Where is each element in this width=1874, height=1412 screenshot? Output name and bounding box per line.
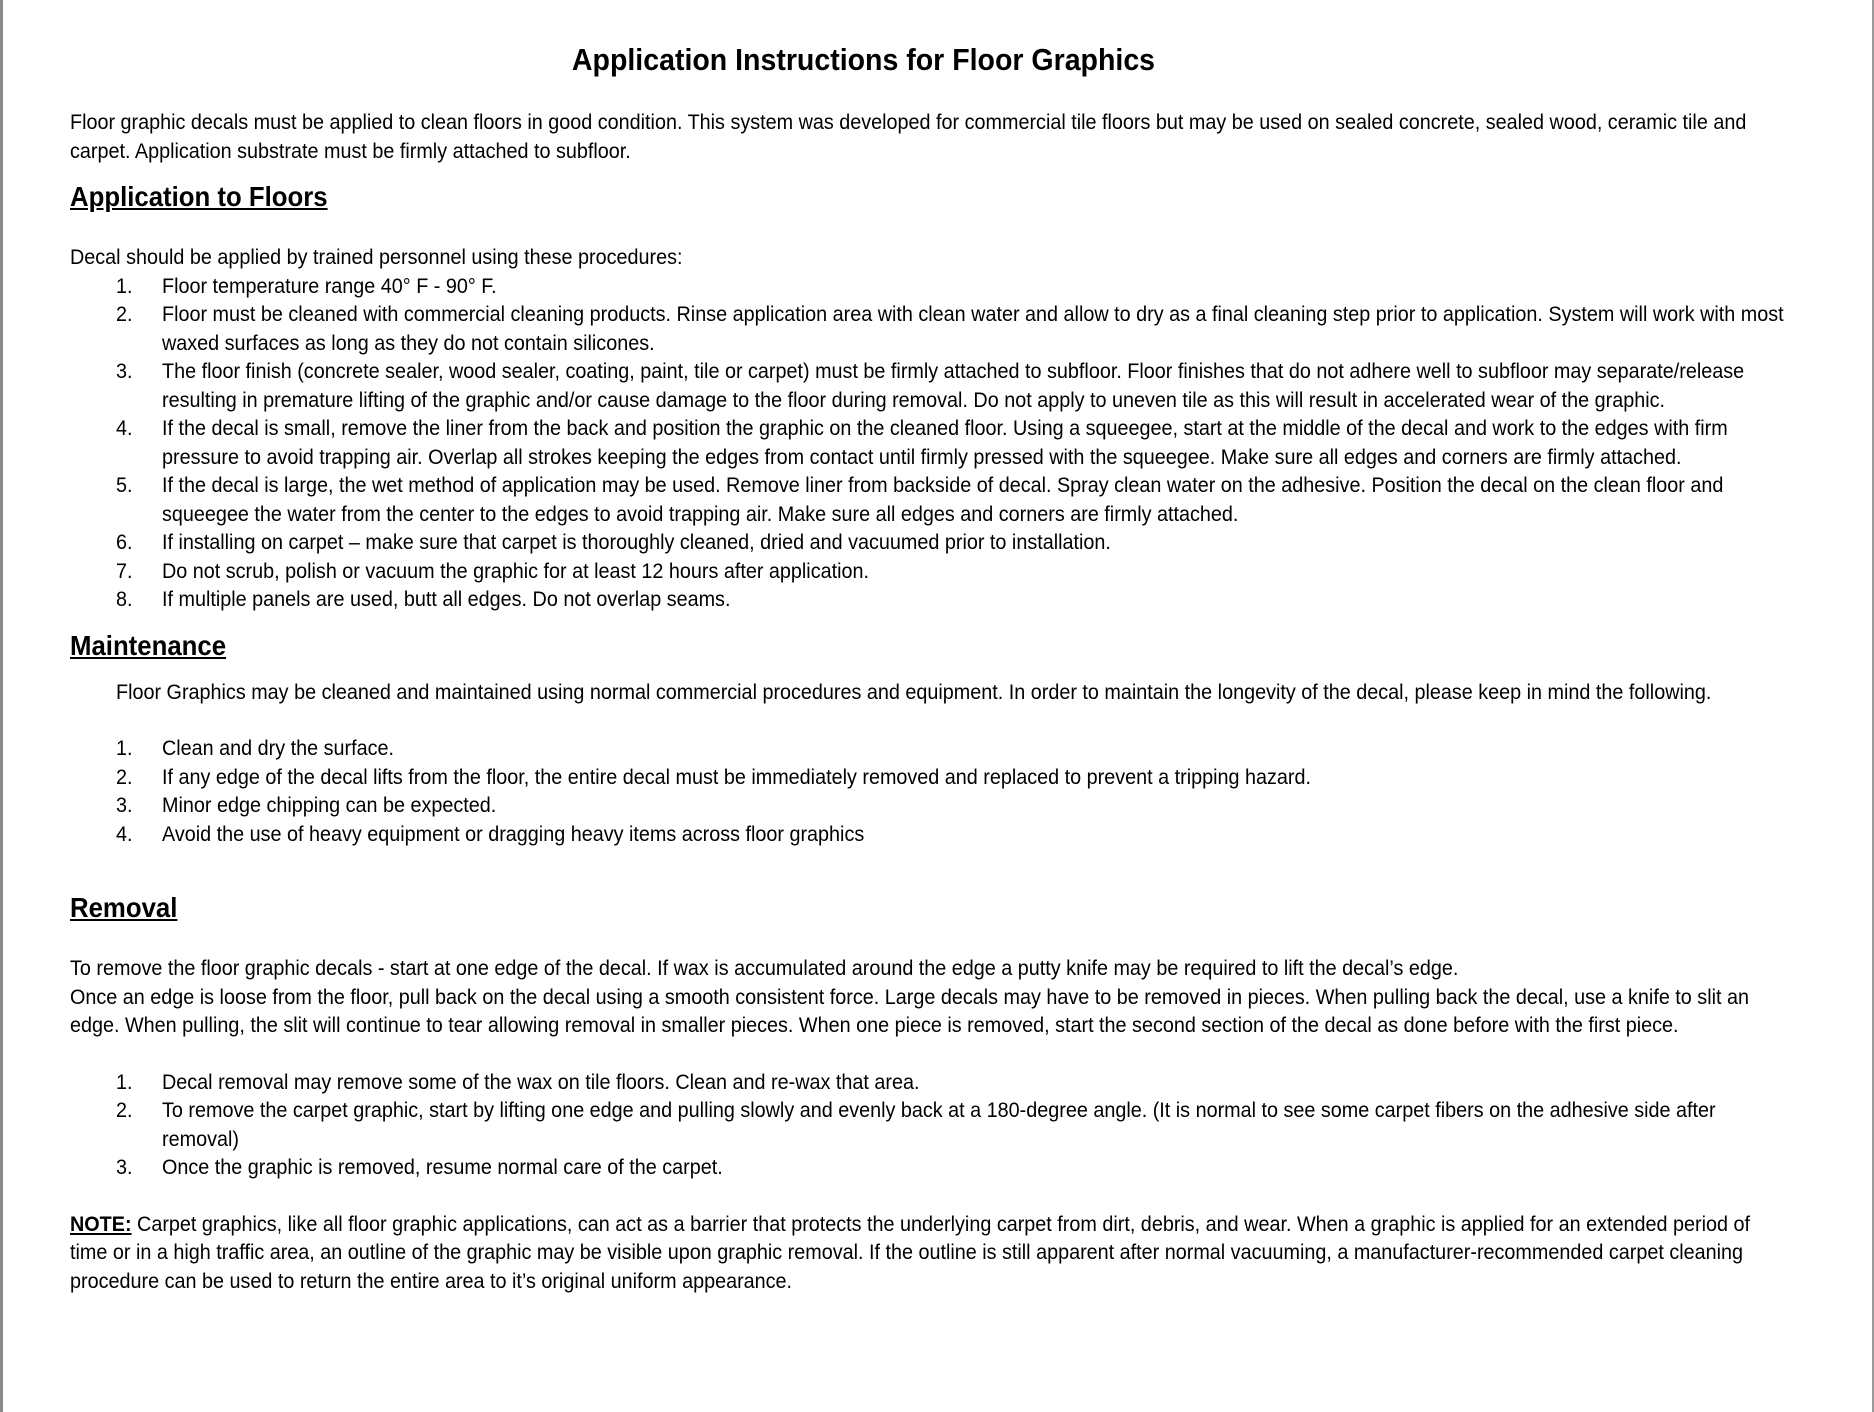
- removal-lead-1: To remove the floor graphic decals - start at one edge of the decal. If wax is accumulated around the edge a putty knife may be required to lift the decal’s edge.: [70, 956, 1459, 980]
- list-item: [70, 471, 1790, 528]
- note-label: NOTE:: [70, 1211, 132, 1236]
- list-item: [70, 734, 1790, 763]
- list-item: [70, 357, 1790, 414]
- list-item: [70, 272, 1790, 301]
- list-number: 2.: [116, 302, 133, 326]
- list-item: [70, 1068, 1790, 1097]
- list-number: 5.: [116, 473, 133, 497]
- list-number: 8.: [116, 587, 133, 611]
- removal-list: [70, 1068, 1790, 1182]
- application-lead: Decal should be applied by trained personnel using these procedures:: [70, 245, 683, 269]
- list-number: 4.: [116, 416, 133, 440]
- note-text: Carpet graphics, like all floor graphic applications, can act as a barrier that protects the underlying carpet from dirt, debris, and wear. When a graphic is applied for an extended period of time or in a high traffic area, an outline of the graphic may be visible upon graphic removal. If the outline is still apparent after normal vacuuming, a manufacturer-recommended carpet cleaning procedure can be used to return the entire area to it’s original uniform appearance.: [70, 1211, 1750, 1293]
- list-text: Avoid the use of heavy equipment or dragging heavy items across floor graphics: [162, 821, 865, 846]
- list-text: If multiple panels are used, butt all edges. Do not overlap seams.: [162, 587, 731, 611]
- list-item: [70, 791, 1790, 820]
- removal-lead-2: Once an edge is loose from the floor, pull back on the decal using a smooth consistent force. Large decals may have to be removed in pieces. When pulling back the decal, use a knife to slit an edge. When pulling, the slit will continue to tear allowing removal in smaller pieces. When one piece is removed, start the second section of the decal as done before with the first piece.: [70, 984, 1749, 1037]
- list-text: If any edge of the decal lifts from the floor, the entire decal must be immediately removed and replaced to prevent a tripping hazard.: [162, 764, 1311, 789]
- list-number: 6.: [116, 530, 133, 554]
- list-text: To remove the carpet graphic, start by lifting one edge and pulling slowly and evenly back at a 180-degree angle. (It is normal to see some carpet fibers on the adhesive side after removal): [162, 1098, 1716, 1151]
- list-number: 3.: [116, 359, 133, 383]
- maintenance-list: [70, 734, 1790, 848]
- list-text: Minor edge chipping can be expected.: [162, 793, 497, 817]
- list-text: If the decal is large, the wet method of application may be used. Remove liner from backside of decal. Spray clean water on the adhesive. Position the decal on the clean floor and squeegee the water from the center to the edges to avoid trapping air. Make sure all edges and corners are firmly attached.: [162, 473, 1724, 526]
- list-text: Decal removal may remove some of the wax on tile floors. Clean and re-wax that area.: [162, 1069, 920, 1094]
- list-item: [70, 763, 1790, 792]
- note-paragraph: [70, 1210, 1790, 1296]
- list-item: [70, 300, 1790, 357]
- list-number: 2.: [116, 1098, 133, 1122]
- list-text: If installing on carpet – make sure that carpet is thoroughly cleaned, dried and vacuumed prior to installation.: [162, 530, 1111, 554]
- list-number: 1.: [116, 1069, 133, 1094]
- application-heading: Application to Floors: [70, 181, 328, 212]
- list-text: Floor must be cleaned with commercial cleaning products. Rinse application area with clean water and allow to dry as a final cleaning step prior to application. System will work with most waxed surfaces as long as they do not contain silicones.: [162, 302, 1784, 355]
- list-item: [70, 1096, 1790, 1153]
- list-number: 3.: [116, 793, 133, 817]
- list-text: Floor temperature range 40° F - 90° F.: [162, 273, 497, 298]
- list-item: [70, 820, 1790, 849]
- list-number: 4.: [116, 821, 133, 846]
- maintenance-heading: Maintenance: [70, 629, 227, 661]
- list-number: 3.: [116, 1155, 133, 1179]
- list-item: [70, 414, 1790, 471]
- list-number: 1.: [116, 736, 133, 760]
- list-item: [70, 585, 1790, 614]
- list-text: Clean and dry the surface.: [162, 736, 395, 760]
- list-item: [70, 528, 1790, 557]
- list-text: If the decal is small, remove the liner from the back and position the graphic on the cleaned floor. Using a squeegee, start at the middle of the decal and work to the edges with firm pressure to avoid trapping air. Overlap all strokes keeping the edges from contact until firmly pressed with the squeegee. Make sure all edges and corners are firmly attached.: [162, 416, 1728, 469]
- list-item: [70, 557, 1790, 586]
- removal-heading: Removal: [70, 892, 178, 923]
- document-title: Application Instructions for Floor Graphics: [571, 42, 1156, 77]
- page-border-left: [0, 0, 3, 1412]
- list-number: 2.: [116, 764, 133, 789]
- application-list: [70, 272, 1790, 614]
- document-page: [70, 34, 1790, 1295]
- list-text: The floor finish (concrete sealer, wood sealer, coating, paint, tile or carpet) must be firmly attached to subfloor. Floor finishes that do not adhere well to subfloor may separate/release resulting in premature lifting of the graphic and/or cause damage to the floor during removal. Do not apply to uneven tile as this will result in accelerated wear of the graphic.: [162, 359, 1745, 412]
- list-text: Once the graphic is removed, resume normal care of the carpet.: [162, 1155, 723, 1179]
- list-number: 7.: [116, 558, 133, 583]
- list-number: 1.: [116, 273, 133, 298]
- list-item: [70, 1153, 1790, 1182]
- maintenance-lead: Floor Graphics may be cleaned and maintained using normal commercial procedures and equipment. In order to maintain the longevity of the decal, please keep in mind the following.: [116, 679, 1712, 704]
- intro-paragraph: Floor graphic decals must be applied to clean floors in good condition. This system was developed for commercial tile floors but may be used on sealed concrete, sealed wood, ceramic tile and carpet. Application substrate must be firmly attached to subfloor.: [70, 110, 1747, 163]
- list-text: Do not scrub, polish or vacuum the graphic for at least 12 hours after application.: [162, 558, 869, 583]
